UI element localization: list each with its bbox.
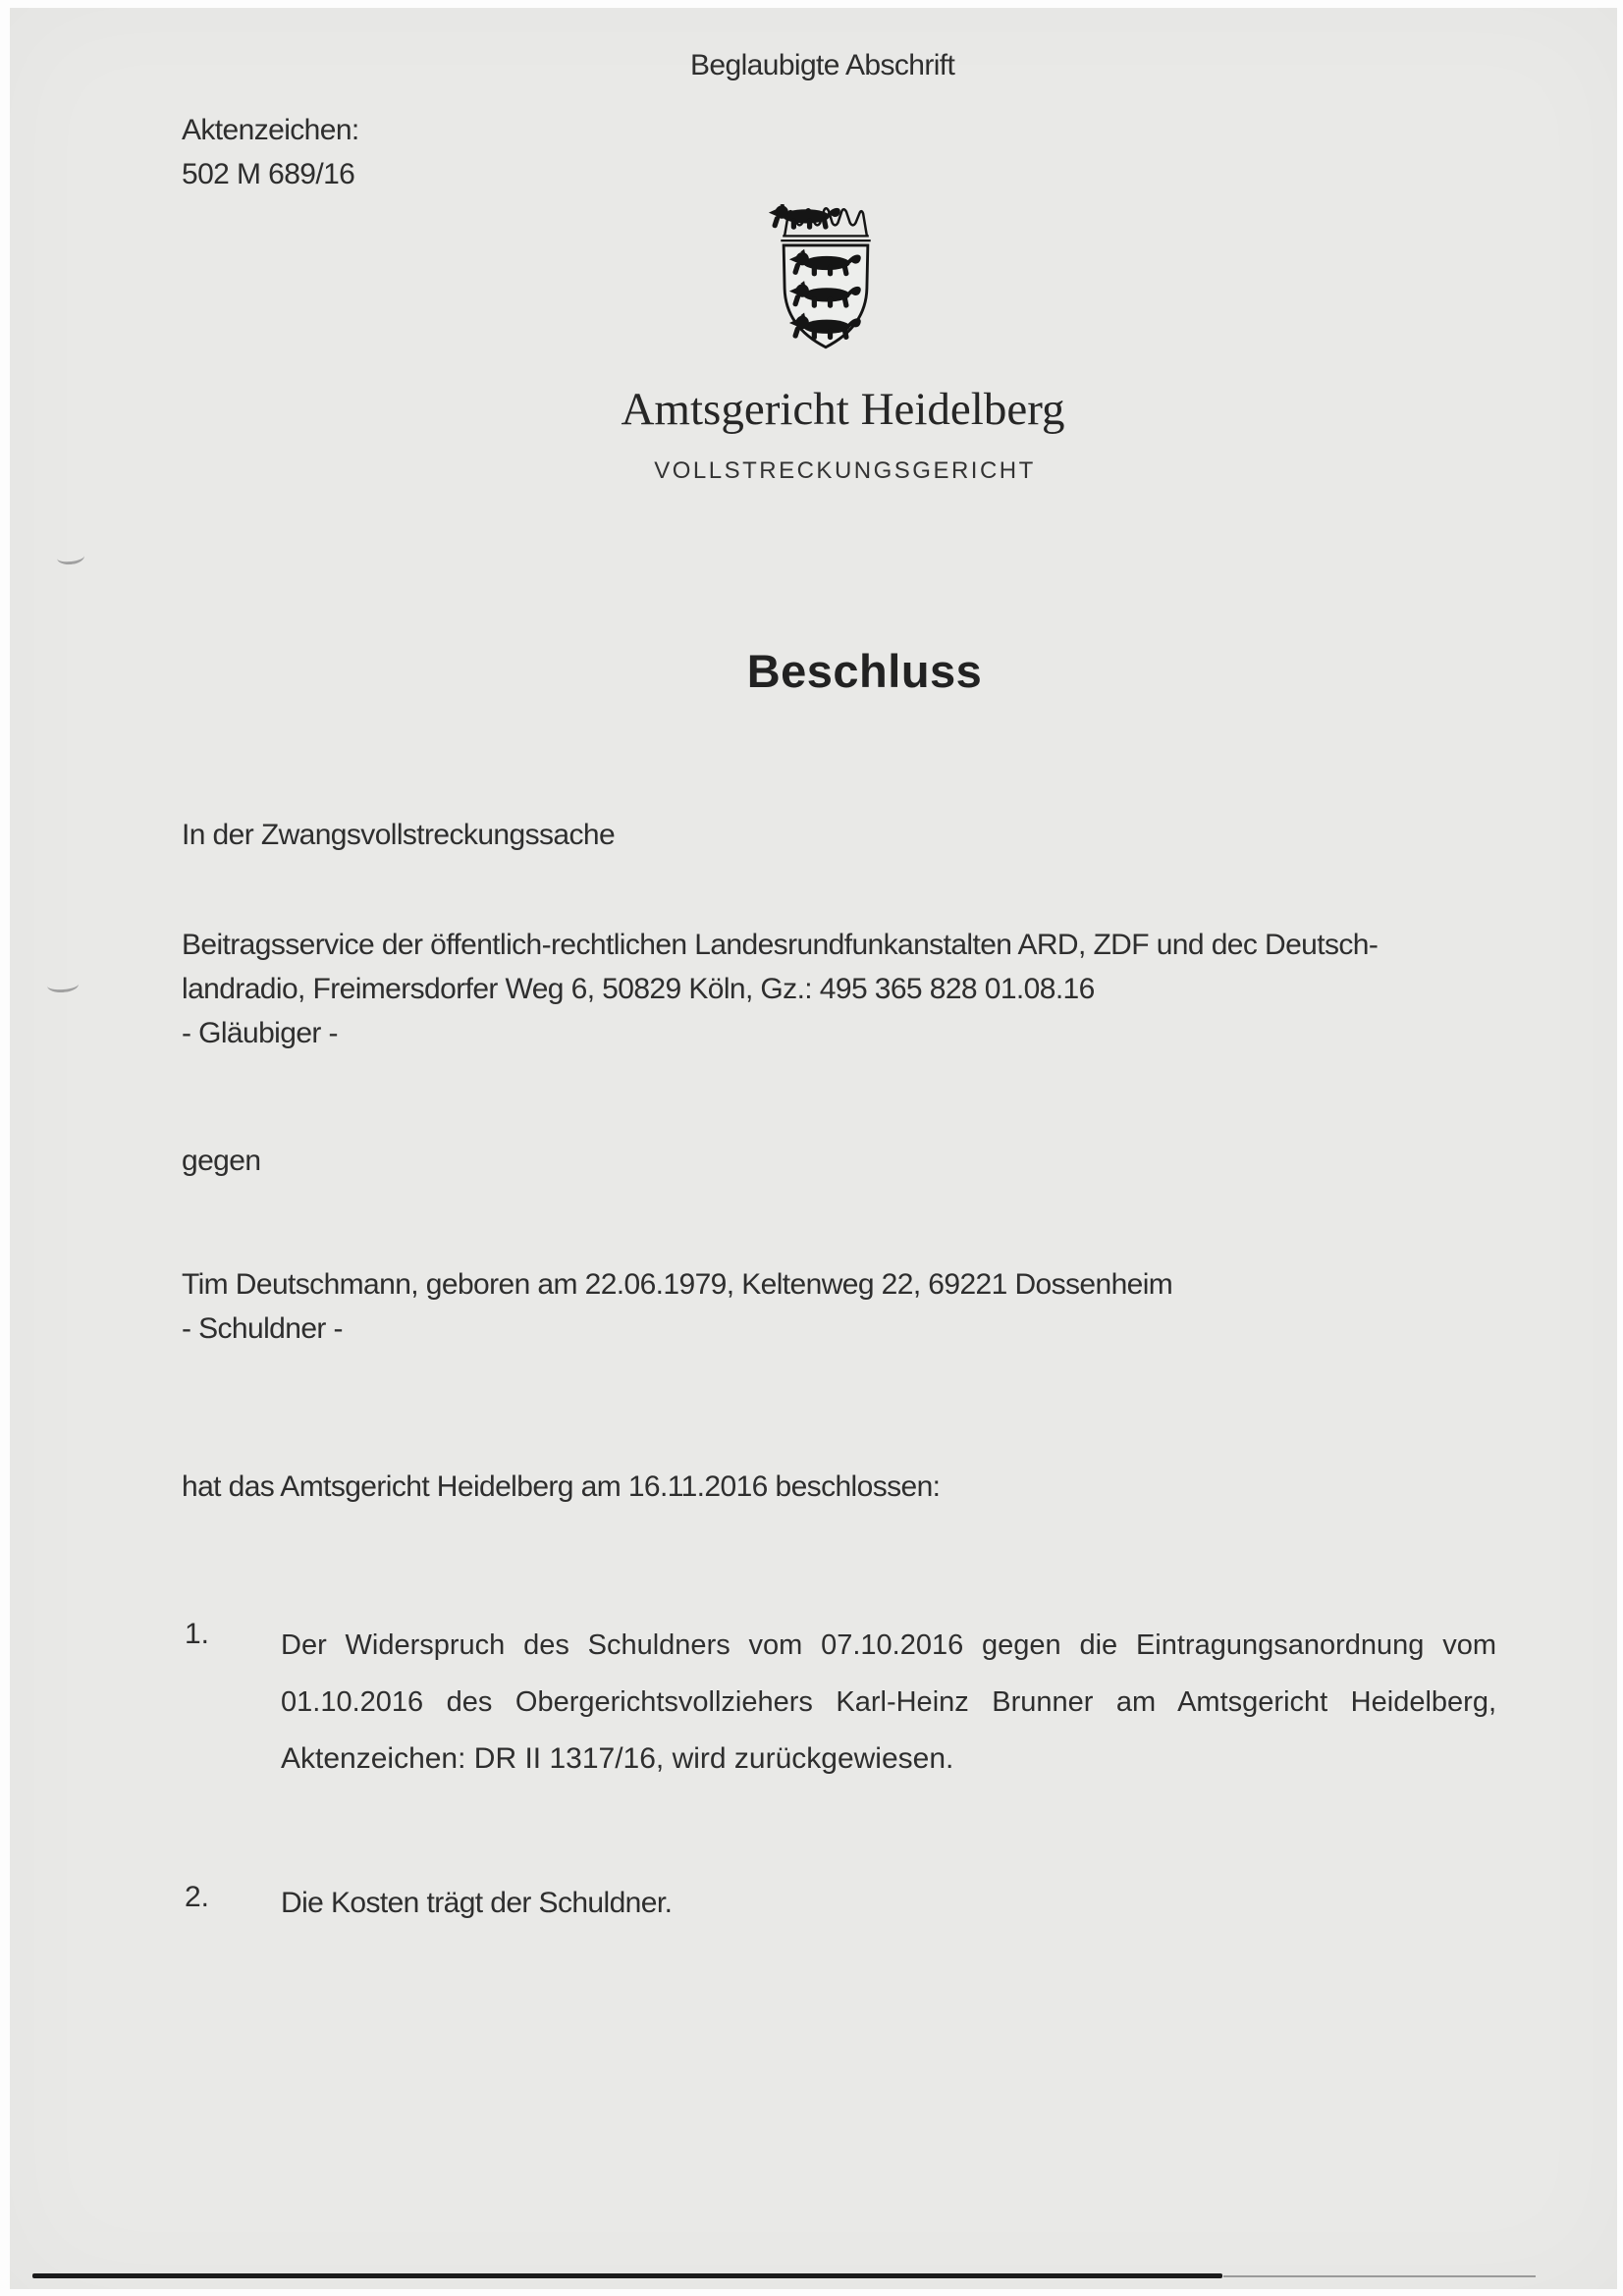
file-reference-value: 502 M 689/16 [182, 158, 355, 190]
court-name: Amtsgericht Heidelberg [621, 384, 1065, 435]
scan-artifact-bottom-line [32, 2273, 1222, 2278]
debtor-role-label: - Schuldner - [182, 1312, 343, 1345]
decision-line: 01.10.2016 des Obergerichtsvollziehers Karl-Heinz Brunner am Amtsgericht Heidelberg, [281, 1685, 1496, 1718]
document-page [10, 8, 1617, 2289]
creditor-line: Beitragsservice der öffentlich-rechtlichen Landesrundfunkanstalten ARD, ZDF und dec Deutsch- [182, 929, 1379, 961]
certified-copy-label: Beglaubigte Abschrift [690, 49, 955, 81]
scan-artifact-mark [47, 977, 80, 993]
case-intro: In der Zwangsvollstreckungssache [182, 819, 616, 851]
versus-label: gegen [182, 1145, 261, 1177]
creditor-line: landradio, Freimersdorfer Weg 6, 50829 Köln, Gz.: 495 365 828 01.08.16 [182, 973, 1095, 1005]
list-item-number: 1. [185, 1618, 210, 1650]
scan-artifact-bottom-line-faint [1223, 2275, 1536, 2277]
decision-intro: hat das Amtsgericht Heidelberg am 16.11.2016 beschlossen: [182, 1470, 941, 1503]
file-reference-label: Aktenzeichen: [182, 114, 359, 146]
coat-of-arms-icon [765, 204, 887, 361]
creditor-role-label: - Gläubiger - [182, 1017, 338, 1049]
list-item-number: 2. [185, 1881, 210, 1913]
list-item-text [281, 1618, 1496, 1788]
court-division: VOLLSTRECKUNGSGERICHT [654, 457, 1036, 484]
creditor-block [182, 923, 1378, 1055]
file-reference [182, 108, 359, 196]
decision-line: Der Widerspruch des Schuldners vom 07.10.2016 gegen die Eintragungsanordnung vom [281, 1629, 1496, 1661]
debtor-line: Tim Deutschmann, geboren am 22.06.1979, Keltenweg 22, 69221 Dossenheim [182, 1268, 1173, 1301]
scan-artifact-mark [56, 549, 84, 566]
document-title: Beschluss [746, 645, 983, 697]
list-item-text: Die Kosten trägt der Schuldner. [281, 1887, 673, 1919]
decision-line: Aktenzeichen: DR II 1317/16, wird zurückgewiesen. [281, 1742, 954, 1775]
debtor-block [182, 1262, 1172, 1351]
